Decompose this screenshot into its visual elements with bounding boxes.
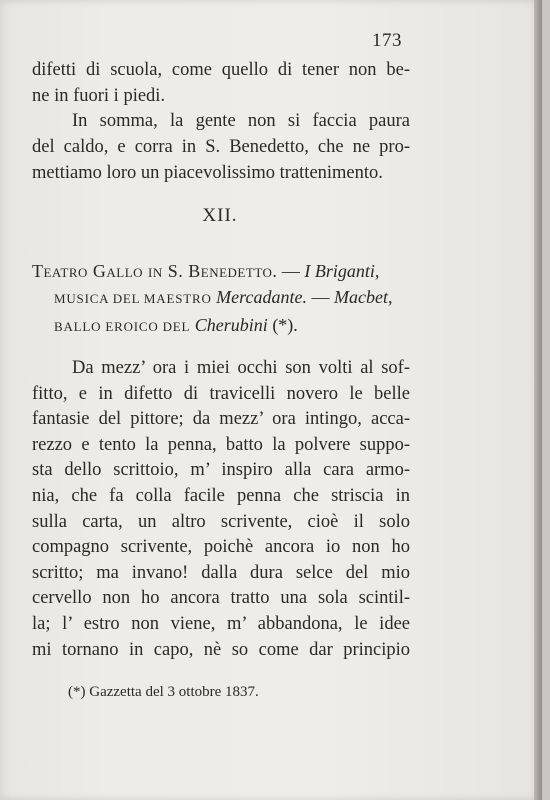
section-number: XII. (202, 205, 238, 226)
heading-dash: — (277, 261, 305, 281)
footnote-reference: (*). (272, 315, 298, 335)
musica-label: MUSICA DEL MAESTRO (54, 291, 212, 306)
page-number: 173 (372, 30, 402, 51)
text-line: sulla carta, un altro scrivente, cioè il solo (32, 511, 410, 532)
text-line: la; l’ estro non viene, m’ abbandona, le idee (32, 613, 410, 634)
text-line: del caldo, e corra in S. Benedetto, che ne pro- (32, 136, 410, 157)
text-line: rezzo e tento la penna, batto la polvere suppo- (32, 434, 410, 455)
text-line: mi tornano in capo, nè so come dar principio (32, 639, 410, 660)
heading-line-3 (32, 312, 410, 340)
opera-title: I Briganti, (304, 261, 380, 281)
body-paragraph (32, 356, 410, 663)
composer-name: Mercadante. (216, 287, 307, 307)
text-line: cervello non ho ancora tratto una sola scintil- (32, 588, 410, 609)
paragraph-2 (32, 109, 410, 186)
choreographer-name: Cherubini (194, 315, 268, 335)
paragraph-1 (32, 58, 410, 110)
text-line: sta dello scrittoio, m’ inspiro alla cara armo- (32, 460, 410, 481)
text-line: Da mezz’ ora i miei occhi son volti al sof- (72, 358, 410, 378)
text-line: compagno scrivente, poichè ancora io non ho (32, 537, 410, 558)
footnote: (*) Gazzetta del 3 ottobre 1837. (68, 684, 259, 700)
section-heading (32, 258, 410, 340)
text-line: difetti di scuola, come quello di tener non be- (32, 60, 410, 80)
ballet-title: Macbet, (333, 287, 393, 307)
text-line: scritto; ma invano! dalla dura selce del mio (32, 562, 410, 583)
heading-line-1 (32, 258, 410, 284)
text-line: ne in fuori i piedi. (32, 85, 166, 106)
text-line: mettiamo loro un piacevolissimo trattenimento. (32, 162, 383, 183)
theatre-name: Teatro Gallo in S. Benedetto. (32, 261, 278, 281)
text-line: In somma, la gente non si faccia paura (72, 111, 410, 131)
text-line: fantasie del pittore; da mezz’ ora intingo, acca- (32, 409, 410, 430)
ballo-label: BALLO EROICO DEL (54, 319, 191, 334)
heading-line-2 (32, 284, 410, 312)
page-edge (534, 0, 542, 800)
text-line: nia, che fa colla facile penna che striscia in (32, 485, 410, 506)
heading-dash: — (306, 287, 334, 307)
text-line: fitto, e in difetto di travicelli novero le belle (32, 383, 410, 404)
